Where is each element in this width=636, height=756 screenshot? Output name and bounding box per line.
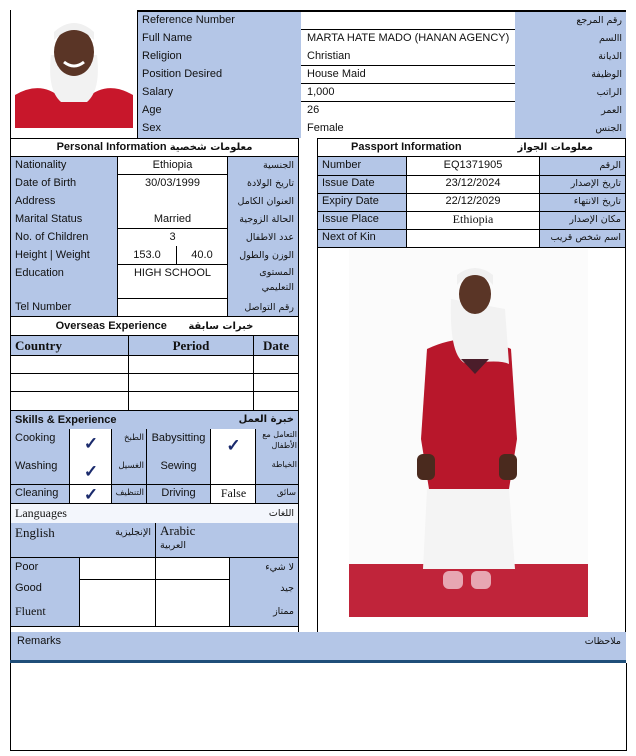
personal-label-ar-marital: الحالة الزوجية [239, 214, 294, 225]
passport-label-issue-place: Issue Place [322, 213, 379, 225]
personal-label-education: Education [15, 267, 64, 279]
personal-label-children: No. of Children [15, 231, 89, 243]
personal-value-marital: Married [153, 213, 192, 225]
passport-value-issue-place: Ethiopia [452, 212, 494, 226]
header-label-ar-reference: رقم المرجع [576, 15, 622, 26]
personal-label-tel: Tel Number [15, 301, 72, 313]
skill-value-cleaning: ✓ [83, 486, 99, 503]
overseas-col-country: Country [15, 338, 62, 353]
passport-label-expiry-date: Expiry Date [322, 195, 379, 207]
overseas-title-ar: خبرات سابقة [188, 321, 254, 332]
header-label-age: Age [142, 104, 162, 116]
header-label-position: Position Desired [142, 68, 223, 80]
full-body-photo [349, 249, 588, 617]
skill-value-washing: ✓ [83, 463, 99, 480]
header-label-ar-religion: الديانة [598, 51, 622, 62]
skill-label-cleaning: Cleaning [15, 487, 59, 499]
personal-label-ar-address: العنوان الكامل [237, 196, 294, 207]
personal-value-weight: 40.0 [191, 249, 213, 261]
overseas-col-period: Period [172, 338, 210, 353]
header-value-position: House Maid [307, 68, 366, 80]
header-label-sex: Sex [142, 122, 161, 134]
personal-value-children: 3 [169, 231, 176, 243]
language-arabic-ar: العربية [160, 540, 186, 551]
personal-label-ar-children: عدد الاطفال [245, 232, 294, 243]
skill-label-sewing: Sewing [160, 460, 197, 472]
header-label-salary: Salary [142, 86, 174, 98]
languages-title: Languages [15, 506, 67, 520]
personal-info-title-ar: معلومات شخصية [169, 142, 253, 153]
personal-label-ar-tel: رقم التواصل [244, 302, 294, 313]
personal-value-education: HIGH SCHOOL [133, 267, 211, 279]
passport-label-ar-number: الرقم [599, 160, 621, 171]
skill-label-ar-sewing: الخياطة [271, 460, 297, 469]
skill-label-washing: Washing [15, 460, 58, 472]
overseas-title [11, 317, 298, 336]
passport-label-ar-issue-place: مكان الإصدار [569, 214, 621, 225]
language-english-ar: الإنجليزية [115, 527, 151, 538]
passport-label-ar-next-of-kin: اسم شخص قريب [550, 232, 621, 243]
passport-label-issue-date: Issue Date [322, 177, 375, 189]
passport-value-number: EQ1371905 [443, 159, 503, 171]
language-arabic: Arabic [160, 524, 196, 538]
language-english: English [15, 525, 55, 540]
header-value-full-name: MARTA HATE MADO (HANAN AGENCY) [307, 32, 510, 44]
skill-value-driving: False [220, 486, 247, 500]
level-label-good: Good [15, 582, 42, 594]
personal-label-ar-dob: تاريخ الولادة [247, 178, 294, 189]
remarks-box[interactable] [10, 663, 627, 751]
passport-value-expiry-date: 22/12/2029 [445, 195, 501, 207]
level-label-ar-good: جيد [280, 583, 294, 594]
skill-label-babysitting: Babysitting [151, 432, 206, 444]
remarks-label-ar: ملاحظات [584, 636, 621, 647]
header-value-age: 26 [307, 104, 320, 116]
overseas-col-date: Date [263, 338, 289, 353]
left-column [10, 138, 299, 632]
passport-value-issue-date: 23/12/2024 [445, 177, 501, 189]
header-label-reference: Reference Number [142, 14, 235, 26]
portrait-photo-image [11, 10, 137, 130]
personal-label-dob: Date of Birth [15, 177, 77, 189]
header-value-religion: Christian [307, 50, 351, 62]
skills-title-ar: خبرة العمل [238, 414, 294, 425]
skill-label-driving: Driving [161, 487, 196, 499]
header-label-ar-full-name: االسم [599, 33, 622, 44]
personal-value-nationality: Ethiopia [152, 159, 193, 171]
personal-info-title [11, 139, 298, 156]
portrait-photo [10, 10, 137, 138]
passport-title-ar: معلومات الجواز [517, 142, 593, 153]
level-label-fluent: Fluent [15, 604, 46, 618]
header-value-sex: Female [307, 122, 344, 134]
personal-label-address: Address [15, 195, 56, 207]
personal-label-height-weight: Height | Weight [15, 249, 90, 261]
header-label-ar-age: العمر [601, 105, 622, 116]
header-label-religion: Religion [142, 50, 182, 62]
remarks-bar [10, 632, 626, 660]
level-label-ar-poor: لا شيء [265, 562, 294, 573]
personal-label-marital: Marital Status [15, 213, 83, 225]
header-label-ar-salary: الراتب [596, 87, 622, 98]
skill-label-ar-washing: الغسيل [118, 461, 144, 471]
full-body-photo-image [349, 249, 588, 617]
skill-label-ar-babysitting: التعامل مع الأطفال [262, 430, 297, 450]
skill-value-cooking: ✓ [83, 435, 99, 452]
level-label-poor: Poor [15, 561, 39, 573]
passport-label-ar-issue-date: تاريخ الإصدار [570, 178, 621, 189]
passport-section [317, 138, 626, 632]
passport-title: Passport Information [351, 141, 462, 153]
personal-label-ar-height-weight: الوزن والطول [239, 250, 294, 261]
personal-label-nationality: Nationality [15, 159, 67, 171]
skill-label-ar-driving: سائق [276, 488, 296, 498]
personal-value-height: 153.0 [133, 249, 161, 261]
skill-value-babysitting: ✓ [226, 437, 241, 454]
personal-value-dob: 30/03/1999 [144, 177, 201, 189]
passport-label-next-of-kin: Next of Kin [322, 231, 376, 243]
passport-label-number: Number [322, 159, 362, 171]
languages-title-ar: اللغات [268, 508, 294, 519]
level-label-ar-fluent: ممتاز [273, 606, 294, 617]
header-value-salary: 1,000 [307, 86, 335, 98]
header-table [137, 10, 626, 138]
passport-label-ar-expiry-date: تاريخ الانتهاء [573, 196, 621, 207]
personal-label-ar-education: المستوى التعليمي [259, 267, 294, 293]
skills-title: Skills & Experience [15, 414, 117, 426]
skill-label-ar-cleaning: التنظيف [115, 488, 144, 498]
overseas-title-en: Overseas Experience [55, 320, 167, 332]
personal-info-title-en: Personal Information [56, 141, 167, 153]
header-label-ar-sex: الجنس [595, 123, 622, 134]
skill-label-ar-cooking: الطبخ [124, 433, 144, 443]
remarks-label: Remarks [17, 635, 62, 647]
header-label-full-name: Full Name [142, 32, 193, 44]
skill-label-cooking: Cooking [15, 432, 56, 444]
personal-label-ar-nationality: الجنسية [263, 160, 294, 171]
header-label-ar-position: الوظيفة [591, 69, 622, 80]
